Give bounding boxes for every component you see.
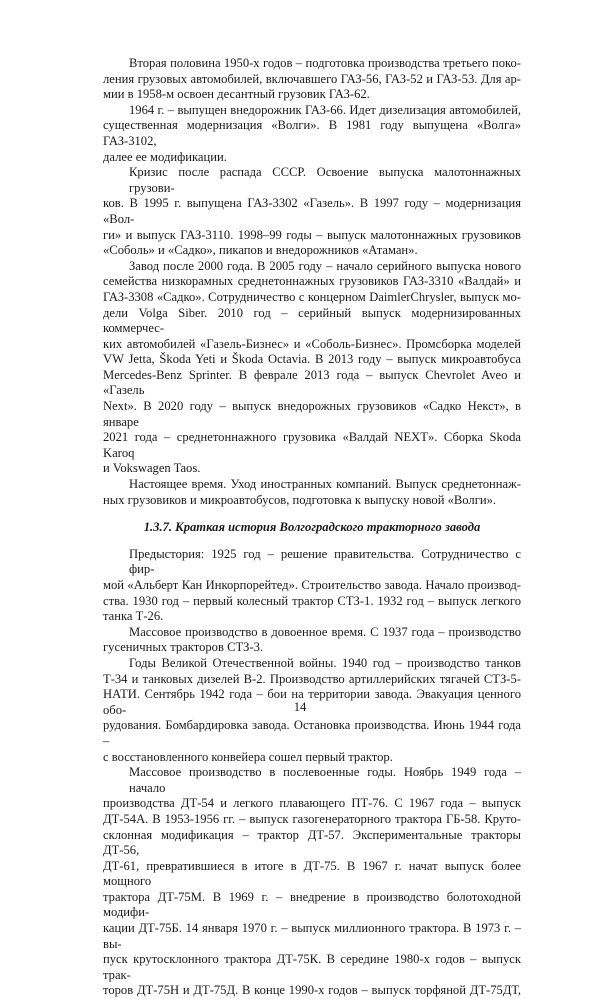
text-line: танка Т-26. (103, 609, 164, 624)
text-line: и Vokswagen Taos. (103, 461, 201, 476)
text-line: Массовое производство в послевоенные годы. Ноябрь 1949 года – начало (129, 765, 521, 795)
text-line: Завод после 2000 года. В 2005 году – начало серийного выпуска нового (129, 258, 521, 273)
text-line: Mercedes-Benz Sprinter. В феврале 2013 года – выпуск Chevrolet Aveo и «Газель (103, 367, 521, 398)
text-line: ных грузовиков и микроавтобусов, подготовка к выпуску новой «Волги». (103, 492, 497, 507)
text-line: мии в 1958-м освоен десантный грузовик ГАЗ-62. (103, 87, 370, 102)
text-line: с восстановленного конвейера сошел первый трактор. (103, 749, 393, 764)
text-line: VW Jetta, Škoda Yeti и Škoda Octavia. В 2013 году – выпуск микроавтобуса (103, 352, 521, 367)
section-stz-history (103, 547, 521, 999)
text-line: Массовое производство в довоенное время. С 1937 года – производство (129, 624, 521, 639)
text-line: ких автомобилей «Газель-Бизнес» и «Соболь-Бизнес». Промсборка моделей (103, 336, 521, 351)
text-line: 2021 года – среднетоннажного грузовика «Валдай NEXT». Сборка Skoda Karoq (103, 430, 521, 460)
text-line: Next». В 2020 году – выпуск внедорожных грузовиков «Садко Некст», в январе (103, 399, 521, 429)
text-line: Предыстория: 1925 год – решение правительства. Сотрудничество с фир- (129, 546, 521, 577)
text-line: ДТ-61, превратившиеся в итоге в ДТ-75. В 1967 г. начат выпуск более мощного (103, 858, 521, 889)
text-line: НАТИ. Сентябрь 1942 года – бои на территории завода. Эвакуация ценного обо- (103, 687, 521, 717)
text-line: рудования. Бомбардировка завода. Остановка производства. Июнь 1944 года – (103, 718, 521, 748)
text-line: далее ее модификации. (103, 149, 227, 164)
text-line: пуск крутосклонного трактора ДТ-75К. В середине 1980-х годов – выпуск трак- (103, 952, 521, 982)
paragraph (103, 165, 521, 259)
text-line: Настоящее время. Уход иностранных компаний. Выпуск среднетоннаж- (129, 477, 521, 492)
text-line: кации ДТ-75Б. 14 января 1970 г. – выпуск миллионного трактора. В 1973 г. – вы- (103, 921, 521, 951)
text-line: дели Volga Siber. 2010 год – серийный выпуск модернизированных коммерчес- (103, 305, 521, 336)
paragraph (103, 477, 521, 508)
paragraph (103, 259, 521, 477)
text-line: Годы Великой Отечественной войны. 1940 год – производство танков (129, 655, 521, 670)
text-line: ления грузовых автомобилей, включавшего ГАЗ-56, ГАЗ-52 и ГАЗ-53. Для ар- (103, 71, 521, 86)
text-line: гусеничных тракторов СТЗ-3. (103, 640, 264, 655)
text-line: ков. В 1995 г. выпущена ГАЗ-3302 «Газель». В 1997 году – модернизация «Вол- (103, 196, 521, 226)
section-gaz-history (103, 56, 521, 508)
text-line: мой «Альберт Кан Инкорпорейтед». Строительство завода. Начало производ- (103, 578, 521, 592)
text-line: ДТ-54А. В 1953-1956 гг. – выпуск газогенераторного трактора ГБ-58. Круто- (103, 811, 521, 826)
text-line: торов ДТ-75Н и ДТ-75Д. В конце 1990-х годов – выпуск торфяной ДТ-75ДТ, (103, 983, 521, 998)
text-line: производства ДТ-54 и легкого плавающего ПТ-76. С 1967 года – выпуск (103, 796, 521, 811)
paragraph (103, 103, 521, 165)
text-line: «Соболь» и «Садко», пикапов и внедорожников «Атаман». (103, 243, 418, 258)
section-heading: 1.3.7. Краткая история Волгоградского тракторного завода (143, 520, 481, 535)
text-line: трактора ДТ-75М. В 1969 г. – внедрение в производство болотоходной модифи- (103, 889, 521, 920)
page-number: 14 (293, 700, 307, 714)
text-line: Т-34 и танковых дизелей В-2. Производство артиллерийских тягачей СТЗ-5- (103, 671, 521, 686)
text-line: существенная модернизация «Волги». В 1981 году выпущена «Волга» ГАЗ-3102, (103, 118, 521, 148)
text-line: семейства низкорамных среднетоннажных грузовиков ГАЗ-3310 «Валдай» и (103, 274, 521, 289)
text-line: Вторая половина 1950-х годов – подготовка производства третьего поко- (129, 56, 521, 70)
text-line: 1964 г. – выпущен внедорожник ГАЗ-66. Идет дизелизация автомобилей, (129, 102, 521, 117)
paragraph (103, 765, 521, 999)
body-text (103, 56, 521, 999)
text-line: Кризис после распада СССР. Освоение выпуска малотоннажных грузови- (129, 165, 521, 195)
text-line: ги» и выпуск ГАЗ-3110. 1998–99 годы – выпуск малотоннажных грузовиков (103, 227, 521, 242)
paragraph (103, 547, 521, 625)
paragraph (103, 625, 521, 656)
paragraph (103, 56, 521, 103)
text-line: ГАЗ-3308 «Садко». Сотрудничество с концерном DaimlerChrysler, выпуск мо- (103, 289, 521, 304)
text-line: склонная модификация – трактор ДТ-57. Экспериментальные тракторы ДТ-56, (103, 827, 521, 858)
text-line: ства. 1930 год – первый колесный трактор СТЗ-1. 1932 год – выпуск легкого (103, 593, 521, 608)
